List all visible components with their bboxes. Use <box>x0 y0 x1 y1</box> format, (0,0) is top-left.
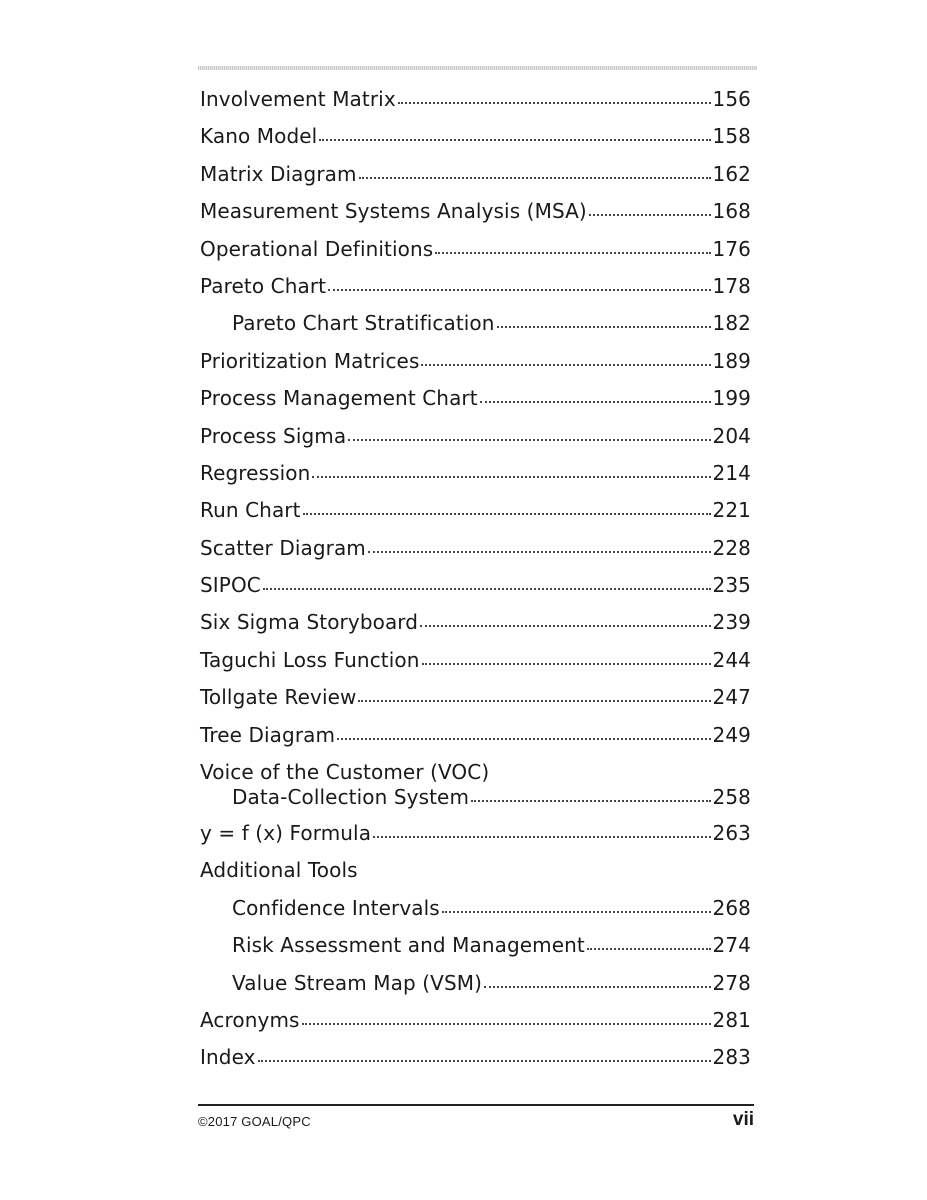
toc-entry-title: y = f (x) Formula <box>200 821 372 846</box>
toc-entry[interactable] <box>200 421 751 458</box>
dot-leader <box>435 236 710 256</box>
toc-entry-multiline[interactable] <box>200 757 751 818</box>
toc-entry-title: Taguchi Loss Function <box>200 647 420 672</box>
toc-subentry[interactable] <box>200 308 751 345</box>
toc-entry-page: 278 <box>712 970 751 995</box>
toc-entry[interactable] <box>200 682 751 719</box>
dot-leader <box>471 784 710 804</box>
toc-section-title: Additional Tools <box>200 858 358 883</box>
dot-leader <box>421 348 710 368</box>
toc-entry-page: 162 <box>712 161 751 186</box>
toc-entry-title: Process Management Chart <box>200 386 478 411</box>
toc-entry-page: 244 <box>712 647 751 672</box>
toc-entry-page: 247 <box>712 685 751 710</box>
toc-entry[interactable] <box>200 1042 751 1079</box>
dot-leader <box>589 198 711 218</box>
toc-section-heading <box>200 855 751 892</box>
toc-entry-title: Prioritization Matrices <box>200 348 420 373</box>
toc-entry[interactable] <box>200 383 751 420</box>
toc-entry-page: 199 <box>712 386 751 411</box>
toc-entry-title: Kano Model <box>200 124 318 149</box>
toc-entry-title: Six Sigma Storyboard <box>200 610 419 635</box>
toc-entry-title: Value Stream Map (VSM) <box>232 970 483 995</box>
toc-entry-title-line2: Data-Collection System <box>232 785 470 810</box>
toc-entry-page: 258 <box>712 785 751 810</box>
dot-leader <box>497 310 711 330</box>
toc-entry-title-line1: Voice of the Customer (VOC) <box>200 760 490 785</box>
dot-leader <box>442 895 711 915</box>
toc-entry-title: Scatter Diagram <box>200 535 366 560</box>
dot-leader <box>258 1044 711 1064</box>
toc-entry[interactable] <box>200 570 751 607</box>
table-of-contents <box>200 84 751 1080</box>
dot-leader <box>480 385 711 405</box>
toc-entry[interactable] <box>200 818 751 855</box>
dot-leader <box>337 722 710 742</box>
toc-entry[interactable] <box>200 121 751 158</box>
toc-entry-page: 274 <box>712 933 751 958</box>
toc-entry-title: Acronyms <box>200 1007 300 1032</box>
toc-entry-title: Index <box>200 1045 256 1070</box>
toc-entry-page: 214 <box>712 460 751 485</box>
toc-entry-page: 178 <box>712 273 751 298</box>
dot-leader <box>420 609 710 629</box>
dot-leader <box>359 161 711 181</box>
toc-subentry[interactable] <box>200 893 751 930</box>
toc-subentry[interactable] <box>200 930 751 967</box>
toc-entry-page: 235 <box>712 573 751 598</box>
dot-leader <box>373 820 710 840</box>
dot-leader <box>328 273 710 293</box>
toc-entry-page: 158 <box>712 124 751 149</box>
dot-leader <box>484 970 711 990</box>
toc-entry[interactable] <box>200 234 751 271</box>
toc-entry[interactable] <box>200 84 751 121</box>
toc-entry-title: Pareto Chart Stratification <box>232 311 495 336</box>
toc-entry[interactable] <box>200 720 751 757</box>
toc-entry-page: 263 <box>712 821 751 846</box>
page-number: vii <box>732 1109 754 1130</box>
toc-entry-title: Confidence Intervals <box>232 895 440 920</box>
toc-entry-page: 176 <box>712 236 751 261</box>
toc-entry-page: 168 <box>712 199 751 224</box>
dot-leader <box>263 572 711 592</box>
dot-leader <box>319 123 710 143</box>
toc-entry-title: Operational Definitions <box>200 236 434 261</box>
top-rule <box>198 66 757 70</box>
dot-leader <box>303 497 711 517</box>
toc-entry-title: Run Chart <box>200 498 301 523</box>
footer-rule <box>198 1104 754 1106</box>
dot-leader <box>368 535 711 555</box>
toc-entry[interactable] <box>200 271 751 308</box>
toc-subentry[interactable] <box>200 968 751 1005</box>
toc-entry[interactable] <box>200 458 751 495</box>
dot-leader <box>398 86 711 106</box>
toc-entry[interactable] <box>200 533 751 570</box>
copyright-notice: ©2017 GOAL/QPC <box>198 1114 311 1129</box>
toc-entry-title: Tree Diagram <box>200 722 336 747</box>
toc-entry-page: 156 <box>712 87 751 111</box>
toc-entry-page: 182 <box>712 311 751 336</box>
toc-entry-title: Involvement Matrix <box>200 87 396 111</box>
toc-entry[interactable] <box>200 346 751 383</box>
toc-entry-title: Regression <box>200 460 311 485</box>
toc-entry-page: 249 <box>712 722 751 747</box>
toc-entry[interactable] <box>200 645 751 682</box>
toc-entry-page: 228 <box>712 535 751 560</box>
toc-entry[interactable] <box>200 159 751 196</box>
toc-entry[interactable] <box>200 607 751 644</box>
toc-entry[interactable] <box>200 196 751 233</box>
dot-leader <box>358 684 710 704</box>
toc-entry-title: Pareto Chart <box>200 273 327 298</box>
toc-entry-page: 221 <box>712 498 751 523</box>
dot-leader <box>348 423 710 443</box>
toc-entry[interactable] <box>200 1005 751 1042</box>
dot-leader <box>312 460 710 480</box>
toc-entry-page: 239 <box>712 610 751 635</box>
dot-leader <box>422 647 711 667</box>
toc-entry-title: Tollgate Review <box>200 685 357 710</box>
toc-entry-page: 281 <box>712 1007 751 1032</box>
dot-leader <box>587 932 711 952</box>
toc-entry-page: 189 <box>712 348 751 373</box>
toc-entry-title: Process Sigma <box>200 423 347 448</box>
toc-entry[interactable] <box>200 495 751 532</box>
toc-entry-title: Risk Assessment and Management <box>232 933 585 958</box>
toc-entry-title: SIPOC <box>200 573 261 598</box>
toc-entry-title: Matrix Diagram <box>200 161 357 186</box>
toc-entry-title: Measurement Systems Analysis (MSA) <box>200 199 587 224</box>
toc-entry-page: 268 <box>712 895 751 920</box>
toc-entry-page: 283 <box>712 1045 751 1070</box>
toc-entry-page: 204 <box>712 423 751 448</box>
toc-entry-line2 <box>200 782 751 818</box>
dot-leader <box>302 1007 711 1027</box>
